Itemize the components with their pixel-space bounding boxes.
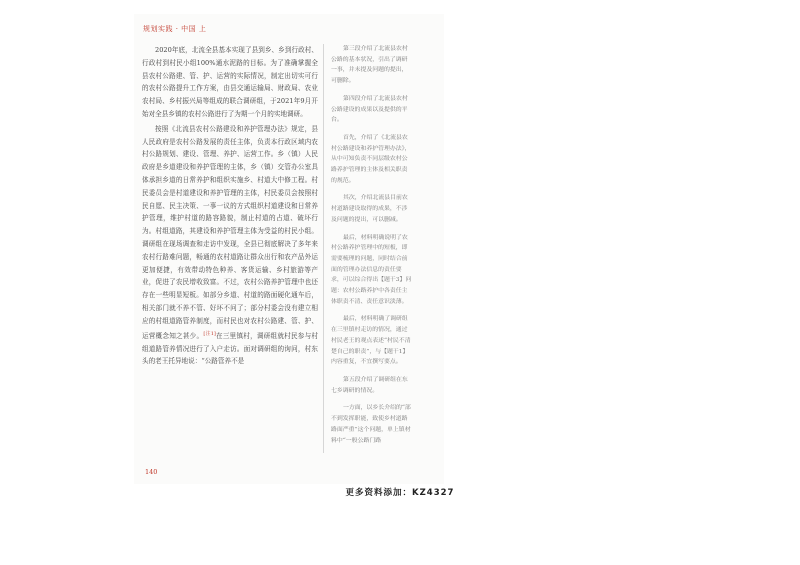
- side-note-7: 第五段介绍了调研组在东七乡调研的情况。: [331, 376, 408, 394]
- side-note-1: 第三段介绍了北流县农村公路的基本状况，引出了调研一事，并未提及问题的提出，可删除。: [331, 46, 408, 85]
- footer-text: 更多资料添加：KZ4327: [345, 488, 455, 498]
- main-text-column: [142, 44, 318, 370]
- side-note-5: 最后，材料明确说明了农村公路养护管理中的短板，即需要梳理的问题，同时结合前面的管理办法信息的责任要求，可以综合得出【题干3】问题：农村公路养护中各责任主体职责不清、责任意识淡薄。: [331, 234, 412, 305]
- paragraph-2: [142, 123, 318, 368]
- side-note-8: 一方面，以乡长介绍的“部不到发挥职能，致使乡村道路路面严重”这个问题，单上镇材料中“一般公路门路: [331, 405, 411, 444]
- side-note-3: 首先，介绍了《北流县农村公路建设和养护管理办法》，从中可知负责不同层级农村公路养护管理的主体及相关职责的规范。: [331, 134, 411, 184]
- side-notes-column: [323, 44, 413, 453]
- paragraph-2-text: 按照《北流县农村公路建设和养护管理办法》规定，县人民政府是农村公路发展的责任主体，负责本行政区域内农村公路规划、建设、管理、养护、运营工作。乡（镇）人民政府是乡道建设和养护管理的主体，乡（镇）交管办公室具体承担乡道的日常养护和组织实施乡、村道大中修工程。村民委员会是村道建设和养护管理的主体，村民委员会按照村民自愿、民主决策、一事一议的方式组织村道建设和日常养护管理，维护村道的路容路貌，制止村道的占道、破坏行为。村组道路，其建设和养护管理主体为受益的村民小组。调研组在现场调查和走访中发现，全县已彻底解决了多年来农村行路难问题，畅通的农村道路让群众出行和农产品外运更加便捷，有效带动特色种养、客货运输、乡村旅游等产业，促进了农民增收致富。不过，农村公路养护管理中也还存在一些明显短板。如部分乡道、村道的路面硬化通车后，相关部门就不养不管、好坏不问了；部分村委会没有建立相应的村组道路管养制度，而村民也对农村公路建、管、护、运营概念知之甚少。: [142, 124, 318, 340]
- page-header: 规划实践 · 中国 上: [143, 25, 207, 33]
- side-note-6: 最后，材料明确了调研组在三里镇村走访的情况，通过村民老王的观点表述“村民不清楚自己的职责”，与【题干1】内容重复，不宜撰写要点。: [331, 316, 411, 366]
- side-note-4: 其次，介绍北流县目前农村道路建设取得的成果，不涉及问题的提出，可以删减。: [331, 195, 408, 223]
- paragraph-1: 2020年底，北流全县基本实现了县到乡、乡到行政村、行政村到村民小组100%通水泥路的目标。为了准确掌握全县农村公路建、管、护、运营的实际情况，制定出切实可行的农村公路提升工作方案，由县交通运输局、财政局、农业农村局、乡村振兴局等组成的联合调研组，于2021年9月开始对全县乡镇的农村公路进行了为期一个月的实地调研。: [142, 46, 318, 118]
- paragraph-3-text: 在三里镇村，调研组就村民参与村组道路管养情况进行了入户走访。面对调研组的询问，村东头的老王托异地说：“公路管养不是: [142, 331, 319, 366]
- side-note-2: 第四段介绍了北流县农村公路建设的成果以及提供的平台。: [331, 95, 408, 124]
- citation-mark: [注1]: [203, 330, 216, 337]
- page-number: 140: [145, 468, 158, 476]
